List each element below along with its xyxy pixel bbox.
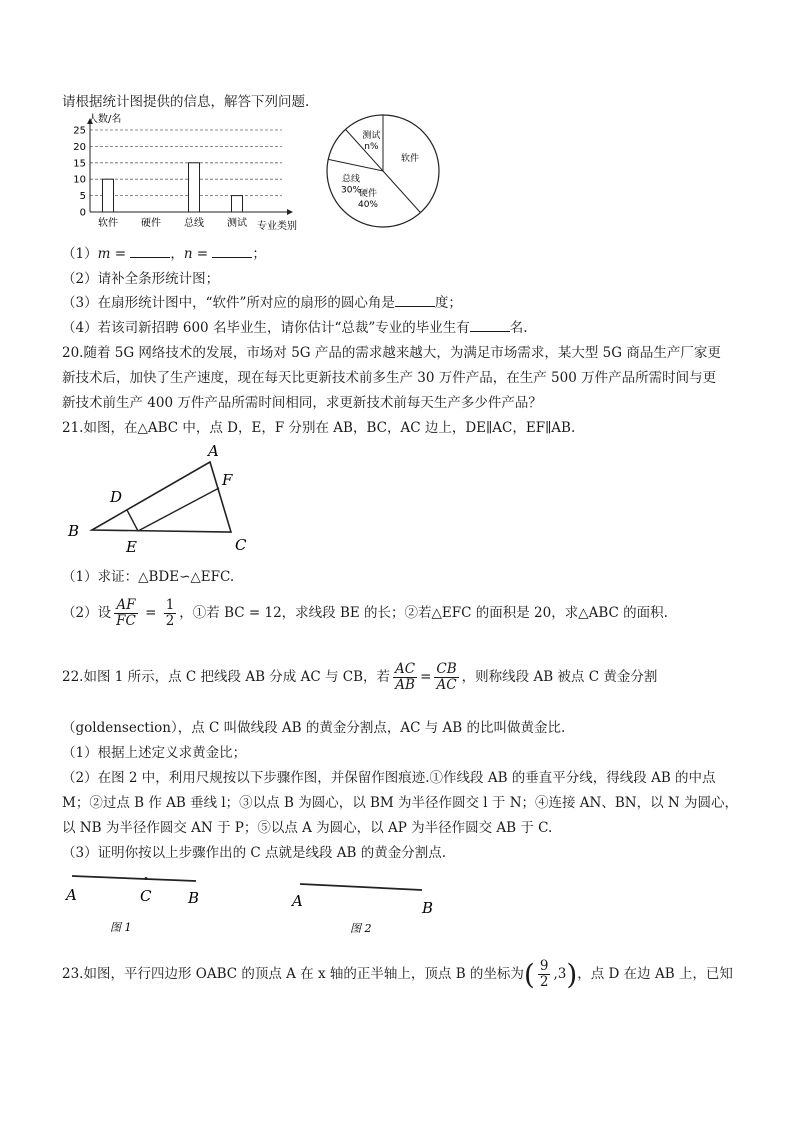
fraction-af-fc: $\frac{AF}{FC}$: [116, 597, 136, 629]
x-tick-label: 硬件: [141, 218, 161, 229]
q21-p2-label: （2）设: [62, 604, 112, 621]
label-d: D: [110, 488, 123, 506]
label-a: A: [208, 442, 219, 460]
bar-xlabel: 专业类别: [257, 221, 297, 232]
q19-part1: [62, 242, 266, 262]
q21-part1: （1）求证：△BDE∽△EFC.: [62, 569, 235, 585]
q22-part2-line1: （2）在图 2 中，利用尺规按以下步骤作图，并保留作图痕迹.①作线段 AB 的垂直平分线，得线段 AB 的中点: [62, 770, 716, 786]
q22-part2-line3: 以 NB 为半径作圆交 AN 于 P；⑤以点 A 为圆心，以 AP 为半径作圆交 AB 于 C.: [62, 820, 553, 836]
label-f: F: [222, 471, 233, 489]
fig1-label-a: A: [66, 886, 77, 904]
q23-text: 23.如图，平行四边形 OABC 的顶点 A 在 x 轴的正半轴上，顶点 B 的坐标为: [62, 966, 524, 982]
y-tick-label: 15: [73, 158, 86, 170]
x-tick-label: 软件: [98, 218, 118, 229]
fig2-caption: 图 2: [350, 922, 372, 935]
bar-软件: [103, 179, 114, 212]
bar-marks: [73, 126, 247, 230]
q21-p2-text: ，①若 BC = 12，求线段 BE 的长；②若△EFC 的面积是 20，求△ABC 的面积.: [179, 604, 668, 621]
pie-label-软件: 软件: [400, 153, 419, 164]
q22-l1-text: 22.如图 1 所示，点 C 把线段 AB 分成 AC 与 CB，若: [62, 668, 391, 685]
segment-ab-fig2: [300, 884, 422, 890]
y-tick-label: 20: [73, 141, 86, 153]
figure-1: [60, 866, 210, 938]
comma: ，: [170, 246, 184, 262]
y-tick-label: 10: [73, 174, 86, 186]
fig1-label-c: C: [140, 887, 152, 905]
fraction-ac-ab: $\frac{AC}{AB}$: [395, 661, 416, 693]
fig1-caption: 图 1: [110, 921, 132, 934]
x-axis-arrow: [287, 209, 293, 215]
fig2-label-a: A: [292, 892, 303, 910]
q19-part2: （2）请补全条形统计图；: [62, 271, 220, 287]
eq-sign: =: [110, 246, 131, 262]
fraction-one-half: $\frac{1}{2}$: [165, 597, 175, 629]
bar-chart: [62, 108, 322, 236]
pie-label-总线: 总线: [342, 174, 361, 185]
answer-blank-m[interactable]: [130, 245, 170, 258]
label-c: C: [235, 536, 247, 554]
y-tick-label: 0: [79, 207, 86, 219]
q19-p1-label: （1）: [62, 246, 98, 262]
bar-测试: [232, 196, 243, 212]
semicolon: ；: [252, 246, 266, 262]
q22-part2-line2: M；②过点 B 作 AB 垂线 l；③以点 B 为圆心，以 BM 为半径作圆交 l 于 N；④连接 AN、BN，以 N 为圆心，: [62, 795, 739, 811]
y-tick-label: 5: [79, 191, 86, 203]
q23-text-end: ，点 D 在边 AB 上，已知: [577, 966, 733, 982]
eq-sign: =: [192, 246, 213, 262]
intro-text: 请根据统计图提供的信息，解答下列问题.: [62, 94, 310, 110]
q20-line2: 新技术后，加快了生产速度，现在每天比更新技术前多生产 30 万件产品，在生产 500 万件产品所需时间与更: [62, 370, 717, 386]
pie-value-总线: 30%: [341, 185, 362, 196]
bar-总线: [189, 163, 200, 212]
paren-close: ): [566, 958, 578, 991]
pie-label-硬件: 硬件: [358, 188, 378, 199]
pie-label-测试: 测试: [362, 131, 381, 142]
segment-ef: [138, 488, 219, 531]
label-e: E: [126, 538, 137, 556]
q23-line1: [62, 958, 733, 991]
q22-line1: [62, 662, 657, 693]
coord-y: ,3: [553, 966, 567, 982]
eq-sign: =: [420, 668, 432, 685]
q20-line3: 新技术前生产 400 万件产品所需时间相同，求更新技术前每天生产多少件产品？: [62, 395, 542, 411]
bar-ylabel: 人数/名: [88, 114, 122, 125]
y-tick-label: 25: [73, 125, 86, 137]
pie-value-硬件: 40%: [357, 199, 379, 210]
q22-l1-text-end: ，则称线段 AB 被点 C 黄金分割: [461, 668, 658, 685]
x-tick-label: 总线: [184, 218, 204, 229]
q19-part4: [62, 316, 528, 336]
q19-p3-unit: 度；: [434, 295, 462, 311]
q20-line1: 20.随着 5G 网络技术的发展，市场对 5G 产品的需求越来越大，为满足市场需求，某大型 5G 商品生产厂家更: [62, 345, 721, 361]
answer-blank-n[interactable]: [212, 245, 252, 258]
q22-part1: （1）根据上述定义求黄金比；: [62, 745, 247, 761]
q19-part3: [62, 291, 462, 311]
figure-2: [286, 874, 446, 940]
fraction-cb-ac: $\frac{CB}{AC}$: [436, 661, 457, 693]
q21-part2: [62, 598, 668, 629]
q19-p4-unit: 名.: [509, 320, 528, 336]
point-c: [145, 877, 148, 880]
fig2-label-b: B: [422, 899, 434, 917]
label-b: B: [68, 522, 80, 540]
q21-stem: 21.如图，在△ABC 中，点 D，E，F 分别在 AB，BC，AC 边上，DE∥AC，EF∥AB.: [62, 420, 576, 436]
var-m: m: [97, 246, 111, 262]
answer-blank-angle[interactable]: [395, 294, 435, 307]
paren-open: (: [523, 958, 535, 991]
pie-chart: [322, 110, 444, 232]
answer-blank-count[interactable]: [470, 319, 510, 332]
q19-p4-text: （4）若该司新招聘 600 名毕业生，请你估计“总裁”专业的毕业生有: [62, 320, 470, 336]
q22-line2: （goldensection），点 C 叫做线段 AB 的黄金分割点，AC 与 AB 的比叫做黄金比.: [62, 720, 566, 736]
segment-de: [127, 510, 138, 531]
fig1-label-b: B: [188, 889, 200, 907]
x-tick-label: 测试: [227, 218, 247, 229]
pie-marks: [327, 115, 439, 227]
var-n: n: [183, 246, 193, 262]
fraction-nine-halves: $\frac{9}{2}$: [539, 958, 549, 990]
segment-ab-fig1: [72, 876, 196, 881]
q22-part3: （3）证明你按以上步骤作出的 C 点就是线段 AB 的黄金分割点.: [62, 845, 447, 861]
pie-value-测试: n%: [364, 142, 379, 153]
q19-p3-text: （3）在扇形统计图中，“软件”所对应的扇形的圆心角是: [62, 295, 395, 311]
triangle-figure: [60, 440, 260, 560]
eq-sign: =: [140, 604, 161, 621]
